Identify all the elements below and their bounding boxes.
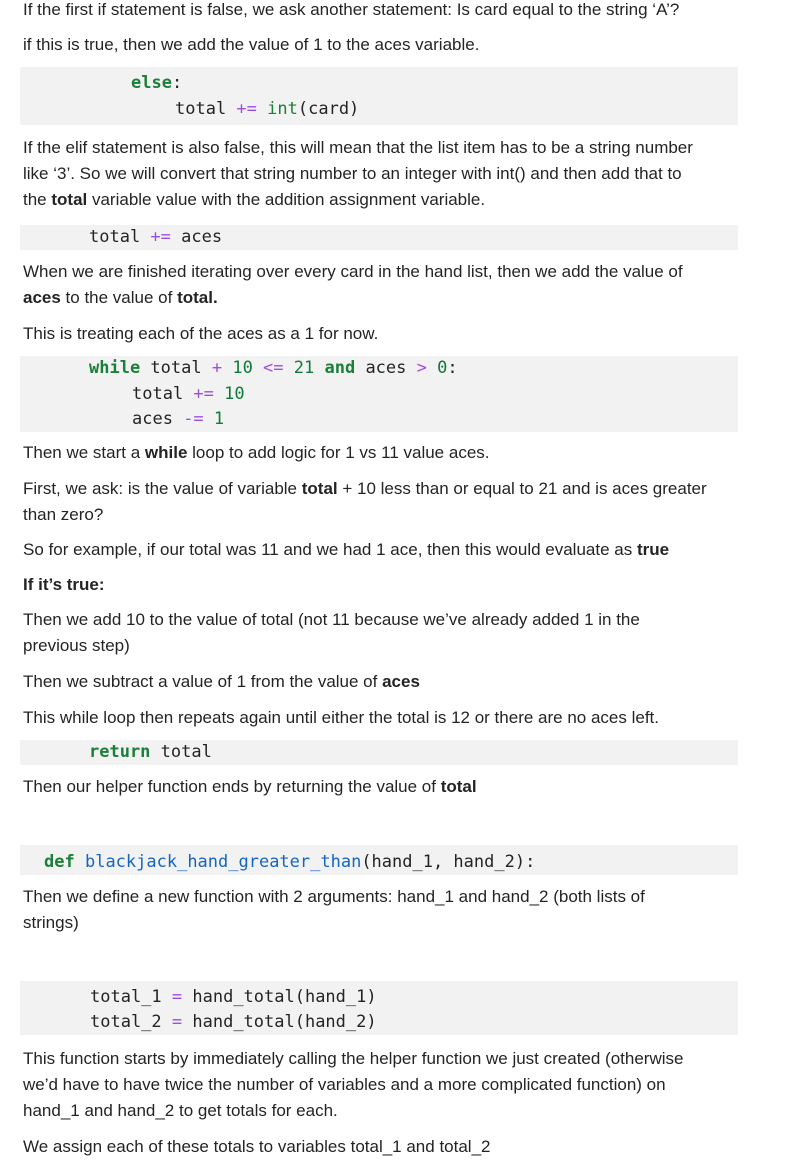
code-function-name: blackjack_hand_greater_than (84, 852, 362, 872)
paragraph-card-equals-a: If the first if statement is false, we ask another statement: Is card equal to the string ‘A’? (23, 0, 680, 19)
code-var-total-1: total_1 (90, 987, 172, 1007)
text-line: First, we ask: is the value of variable (23, 479, 302, 498)
code-var-total-2: total_2 (90, 1012, 172, 1032)
code-builtin-int: int (267, 99, 298, 119)
code-number: 1 (203, 409, 225, 429)
code-operator: + (211, 358, 223, 378)
paragraph-treating-aces: This is treating each of the aces as a 1 for now. (23, 324, 379, 343)
code-line-while (89, 358, 458, 378)
code-var-aces: aces (170, 227, 223, 247)
code-number: 10 (213, 384, 245, 404)
paragraph-add-aces: if this is true, then we add the value of 1 to the aces variable. (23, 35, 480, 54)
code-operator: += (150, 227, 171, 247)
paragraph-define-function (23, 884, 739, 936)
code-line-total-aces (89, 227, 222, 247)
text-line: variable value with the addition assignment variable. (87, 190, 486, 209)
paragraph-while-loop (23, 440, 739, 466)
code-block-total-aces (20, 225, 738, 250)
text-line: Then we define a new function with 2 arguments: hand_1 and hand_2 (both lists of (23, 887, 645, 906)
paragraph-if-true: If it’s true: (23, 575, 105, 594)
code-block-while (20, 356, 738, 432)
text-line: If the elif statement is also false, this will mean that the list item has to be a string number (23, 138, 693, 157)
code-line-total-int (175, 99, 359, 119)
text-line: Then we subtract a value of 1 from the value of (23, 672, 383, 691)
code-args: (hand_1, hand_2): (361, 852, 536, 872)
code-space (75, 852, 85, 872)
code-operator: += (193, 384, 214, 404)
code-var-total: total (132, 384, 194, 404)
paragraph-example (23, 537, 739, 563)
code-var-total: total (150, 742, 212, 762)
code-number: 0 (426, 358, 448, 378)
code-call: hand_total(hand_2) (182, 1012, 377, 1032)
code-block-def (20, 845, 738, 875)
code-colon: : (171, 73, 183, 93)
text-bold: aces (382, 672, 420, 691)
paragraph-first-we-ask (23, 476, 739, 528)
code-operator: <= (263, 358, 284, 378)
code-number: 21 (283, 358, 325, 378)
text-bold: while (144, 443, 188, 462)
code-line-total-2 (90, 1012, 377, 1032)
code-operator: > (416, 358, 427, 378)
keyword-and: and (324, 358, 356, 378)
code-operator: = (171, 1012, 183, 1032)
code-number: 10 (222, 358, 264, 378)
code-line-total-1 (90, 987, 377, 1007)
text-bold: total. (177, 288, 218, 307)
code-var-aces: aces (355, 358, 417, 378)
text-line: hand_1 and hand_2 to get totals for each. (23, 1101, 338, 1120)
text-line: the (23, 190, 52, 209)
code-block-totals (20, 981, 738, 1035)
code-var-total: total (175, 99, 237, 119)
text-bold: total (440, 777, 477, 796)
code-line-return (89, 742, 212, 762)
keyword-return: return (89, 742, 151, 762)
text-line: loop to add logic for 1 vs 11 value aces. (187, 443, 490, 462)
paragraph-add-ten (23, 607, 739, 659)
paragraph-assign-totals: We assign each of these totals to variables total_1 and total_2 (23, 1137, 491, 1156)
code-line-total-plus-10 (132, 384, 245, 404)
code-var-total: total (89, 227, 151, 247)
code-line-else (131, 73, 182, 93)
text-bold: total (301, 479, 338, 498)
code-operator: = (171, 987, 183, 1007)
code-operator: += (236, 99, 257, 119)
text-bold: total (51, 190, 88, 209)
paragraph-elif-false (23, 135, 739, 213)
text-bold: aces (23, 288, 61, 307)
paragraph-helper-ends (23, 774, 739, 800)
keyword-def: def (44, 852, 75, 872)
text-bold: true (636, 540, 670, 559)
text-line: Then our helper function ends by returning the value of (23, 777, 441, 796)
paragraph-function-starts (23, 1046, 739, 1124)
code-colon: : (447, 358, 458, 378)
text-line: When we are finished iterating over every card in the hand list, then we add the value of (23, 262, 683, 281)
code-block-else (20, 67, 738, 125)
text-line: than zero? (23, 505, 104, 524)
code-line-aces-minus-1 (132, 409, 224, 429)
keyword-else: else (131, 73, 172, 93)
code-call: hand_total(hand_1) (182, 987, 377, 1007)
text-line: Then we start a (23, 443, 145, 462)
paragraph-loop-repeats: This while loop then repeats again until either the total is 12 or there are no aces left. (23, 708, 659, 727)
code-args: (card) (297, 99, 360, 119)
paragraph-subtract-one (23, 669, 739, 695)
text-line: to the value of (60, 288, 178, 307)
keyword-while: while (89, 358, 141, 378)
text-line: Then we add 10 to the value of total (not 11 because we’ve already added 1 in the (23, 610, 640, 629)
code-var-total: total (140, 358, 212, 378)
text-line: strings) (23, 913, 79, 932)
code-var-aces: aces (132, 409, 184, 429)
code-line-def (44, 852, 535, 872)
text-line: we’d have to have twice the number of variables and a more complicated function) on (23, 1075, 666, 1094)
text-line: like ‘3’. So we will convert that string number to an integer with int() and then add that to (23, 164, 682, 183)
text-line: previous step) (23, 636, 130, 655)
code-block-return (20, 740, 738, 765)
text-line: + 10 less than or equal to 21 and is aces greater (337, 479, 707, 498)
text-line: So for example, if our total was 11 and we had 1 ace, then this would evaluate as (23, 540, 637, 559)
text-line: This function starts by immediately calling the helper function we just created (otherwise (23, 1049, 684, 1068)
code-operator: -= (183, 409, 204, 429)
paragraph-finished-iterating (23, 259, 739, 311)
